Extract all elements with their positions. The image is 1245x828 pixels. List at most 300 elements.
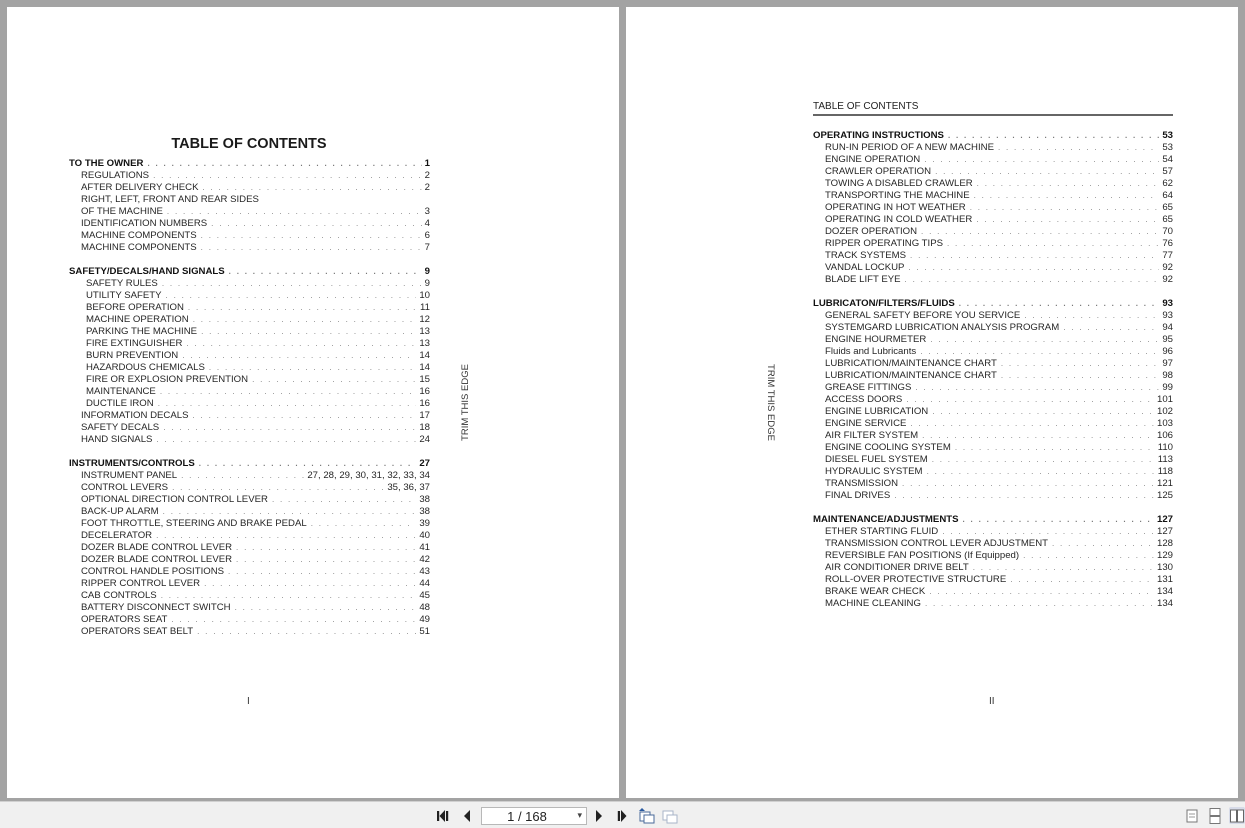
toc-entry-label: PARKING THE MACHINE <box>86 326 198 337</box>
toc-entry-label: BEFORE OPERATION <box>86 302 184 313</box>
toc-entry[interactable] <box>69 194 430 206</box>
dot-leader <box>158 398 417 410</box>
toc-entry-page: 125 <box>1156 490 1173 501</box>
toc-entry[interactable] <box>813 478 1173 490</box>
toc-entry[interactable] <box>813 370 1173 382</box>
toc-entry-page: 16 <box>419 386 430 397</box>
toc-entry[interactable] <box>813 214 1173 226</box>
continuous-view-icon <box>1209 808 1221 824</box>
toc-entry[interactable] <box>813 466 1173 478</box>
dot-leader <box>172 482 384 494</box>
toc-entry-page: 27 <box>419 458 430 469</box>
toc-entry-label: BATTERY DISCONNECT SWITCH <box>81 602 231 613</box>
toc-entry-page: 70 <box>1162 226 1173 237</box>
toc-entry-label: HYDRAULIC SYSTEM <box>825 466 923 477</box>
toc-entry[interactable] <box>813 262 1173 274</box>
toc-entry[interactable] <box>69 422 430 434</box>
toc-entry[interactable] <box>813 382 1173 394</box>
toc-entry-page: 54 <box>1162 154 1173 165</box>
toc-entry-label: REGULATIONS <box>81 170 150 181</box>
trim-edge-label: TRIM THIS EDGE <box>764 364 776 441</box>
toc-entry[interactable] <box>813 142 1173 154</box>
toc-entry-label: IDENTIFICATION NUMBERS <box>81 218 208 229</box>
toc-entry-page: 2 <box>424 182 430 193</box>
toc-entry-label: VANDAL LOCKUP <box>825 262 905 273</box>
toc-entry[interactable] <box>69 182 430 194</box>
toc-entry-page: 45 <box>419 590 430 601</box>
toc-entry-label: FIRE OR EXPLOSION PREVENTION <box>86 374 249 385</box>
dot-leader <box>193 314 417 326</box>
previous-page-button[interactable] <box>459 807 475 824</box>
dot-leader <box>182 350 416 362</box>
toc-entry[interactable] <box>69 410 430 422</box>
dot-leader <box>1052 538 1154 550</box>
toc-section-heading[interactable] <box>69 158 430 170</box>
toc-entry-label: MACHINE COMPONENTS <box>81 230 197 241</box>
toc-entry[interactable] <box>813 178 1173 190</box>
dot-leader <box>935 166 1159 178</box>
toc-entry-label: ACCESS DOORS <box>825 394 903 405</box>
toc-section <box>69 458 430 638</box>
toc-entry[interactable] <box>69 518 430 530</box>
toc-entry[interactable] <box>813 274 1173 286</box>
toc-entry-label: ENGINE LUBRICATION <box>825 406 929 417</box>
dot-leader <box>229 266 422 278</box>
toc-entry-page: 127 <box>1156 526 1173 537</box>
dot-leader <box>193 410 417 422</box>
toc-entry-label: ENGINE COOLING SYSTEM <box>825 442 951 453</box>
dot-leader <box>927 466 1155 478</box>
toc-entry-page: 118 <box>1157 466 1173 477</box>
toc-entry-label: TRANSMISSION <box>825 478 899 489</box>
first-page-button[interactable] <box>436 807 452 824</box>
dot-leader <box>1024 310 1159 322</box>
toc-entry[interactable] <box>69 590 430 602</box>
toc-section-heading[interactable] <box>813 130 1173 142</box>
dot-leader <box>236 542 416 554</box>
toc-entry[interactable] <box>813 154 1173 166</box>
toc-entry-page: 134 <box>1156 586 1173 597</box>
dot-leader <box>181 470 304 482</box>
toc-entry-page: 10 <box>419 290 430 301</box>
toc-entry-label: TRANSPORTING THE MACHINE <box>825 190 970 201</box>
toc-entry-page: 13 <box>419 326 430 337</box>
dot-leader <box>166 290 417 302</box>
toc-entry[interactable] <box>813 418 1173 430</box>
dot-leader <box>959 298 1160 310</box>
continuous-view-button[interactable] <box>1207 807 1223 824</box>
toc-entry-label: DIESEL FUEL SYSTEM <box>825 454 928 465</box>
previous-page-icon <box>463 810 471 822</box>
toc-entry-label: Fluids and Lubricants <box>825 346 917 357</box>
toc-entry-page: 129 <box>1156 550 1173 561</box>
toc-entry[interactable] <box>813 346 1173 358</box>
dot-leader <box>147 158 421 170</box>
dot-leader <box>974 190 1160 202</box>
toc-entry[interactable] <box>69 290 430 302</box>
toc-entry-page: 65 <box>1162 214 1173 225</box>
dot-leader <box>153 170 422 182</box>
page-number: II <box>989 696 995 707</box>
chevron-down-icon[interactable]: ▾ <box>577 810 582 820</box>
dot-leader <box>921 226 1159 238</box>
dot-leader <box>252 374 416 386</box>
last-page-icon <box>615 810 629 822</box>
toc-entry-page: 95 <box>1162 334 1173 345</box>
dot-leader <box>204 578 416 590</box>
toc-entry-label: FIRE EXTINGUISHER <box>86 338 183 349</box>
last-page-button[interactable] <box>614 807 630 824</box>
toc-entry-label: DECELERATOR <box>81 530 153 541</box>
toc-entry-page: 96 <box>1162 346 1173 357</box>
dot-leader <box>228 566 416 578</box>
toc-entry[interactable] <box>69 278 430 290</box>
toc-entry[interactable] <box>813 322 1173 334</box>
toc-entry-label: AIR FILTER SYSTEM <box>825 430 919 441</box>
toc-entry[interactable] <box>69 626 430 638</box>
dot-leader <box>932 406 1154 418</box>
toc-entry[interactable] <box>69 242 430 254</box>
toc-entry[interactable] <box>69 614 430 626</box>
toc-section <box>69 266 430 446</box>
single-page-view-icon <box>1186 809 1198 823</box>
toc-entry-page: 65 <box>1162 202 1173 213</box>
dot-leader <box>1001 370 1160 382</box>
dot-leader <box>948 130 1159 142</box>
dot-leader <box>963 514 1154 526</box>
toc-entry[interactable] <box>69 494 430 506</box>
toc-entry-label: AIR CONDITIONER DRIVE BELT <box>825 562 969 573</box>
toc-entry[interactable] <box>69 350 430 362</box>
toc-section-heading[interactable] <box>813 298 1173 310</box>
toc-entry-page: 17 <box>419 410 430 421</box>
toc-entry[interactable] <box>813 250 1173 262</box>
toc-entry-label: RIGHT, LEFT, FRONT AND REAR SIDES <box>81 194 259 205</box>
toc-entry[interactable] <box>69 170 430 182</box>
trim-edge-label: TRIM THIS EDGE <box>459 364 471 441</box>
running-head: TABLE OF CONTENTS <box>813 101 1173 116</box>
dot-leader <box>920 346 1159 358</box>
toc-list <box>69 158 430 650</box>
toc-entry[interactable] <box>69 470 430 482</box>
toc-entry-page: 2 <box>424 170 430 181</box>
toc-entry-page: 53 <box>1162 142 1173 153</box>
dot-leader <box>1010 574 1154 586</box>
toc-entry-page: 110 <box>1157 442 1173 453</box>
toc-entry-page: 97 <box>1162 358 1173 369</box>
dot-leader <box>973 562 1154 574</box>
dot-leader <box>905 274 1160 286</box>
dot-leader <box>906 394 1154 406</box>
toc-entry[interactable] <box>813 358 1173 370</box>
toc-entry[interactable] <box>813 526 1173 538</box>
toc-entry[interactable] <box>69 338 430 350</box>
toc-entry[interactable] <box>69 326 430 338</box>
toc-entry-page: 128 <box>1156 538 1173 549</box>
dot-leader <box>998 142 1159 154</box>
toc-entry[interactable] <box>813 574 1173 586</box>
toc-section-heading[interactable] <box>69 266 430 278</box>
toc-entry[interactable] <box>813 442 1173 454</box>
toc-entry[interactable] <box>69 602 430 614</box>
toc-entry-label: INSTRUMENTS/CONTROLS <box>69 458 195 469</box>
toc-entry-page: 94 <box>1162 322 1173 333</box>
toc-entry-page: 40 <box>419 530 430 541</box>
toc-entry-page: 15 <box>419 374 430 385</box>
toc-entry[interactable] <box>69 386 430 398</box>
dot-leader <box>311 518 417 530</box>
toc-entry-label: FOOT THROTTLE, STEERING AND BRAKE PEDAL <box>81 518 307 529</box>
toc-entry-label: FINAL DRIVES <box>825 490 891 501</box>
dot-leader <box>235 602 417 614</box>
toc-entry[interactable] <box>813 202 1173 214</box>
dot-leader <box>924 154 1159 166</box>
dot-leader <box>977 178 1160 190</box>
dot-leader <box>910 250 1159 262</box>
toc-entry-label: ENGINE HOURMETER <box>825 334 927 345</box>
toc-entry[interactable] <box>69 218 430 230</box>
toc-entry-page: 12 <box>419 314 430 325</box>
toc-entry-page: 64 <box>1162 190 1173 201</box>
toc-entry-label: ENGINE SERVICE <box>825 418 907 429</box>
dot-leader <box>272 494 416 506</box>
toc-entry-page: 4 <box>424 218 430 229</box>
toc-entry[interactable] <box>813 550 1173 562</box>
toc-entry[interactable] <box>69 206 430 218</box>
toc-entry-page: 48 <box>419 602 430 613</box>
toc-entry-label: OPERATING IN HOT WEATHER <box>825 202 966 213</box>
dot-leader <box>976 214 1159 226</box>
toc-entry[interactable] <box>813 538 1173 550</box>
dot-leader <box>915 382 1159 394</box>
toc-entry-label: SAFETY RULES <box>86 278 158 289</box>
toc-entry-page: 11 <box>420 302 430 313</box>
toc-entry-page: 38 <box>419 494 430 505</box>
toc-entry[interactable] <box>69 554 430 566</box>
dot-leader <box>910 418 1154 430</box>
toc-entry[interactable] <box>69 482 430 494</box>
toc-entry-label: HAND SIGNALS <box>81 434 153 445</box>
toc-entry[interactable] <box>813 166 1173 178</box>
first-page-icon <box>437 810 451 822</box>
toc-entry-page: 14 <box>419 350 430 361</box>
toc-entry[interactable] <box>813 190 1173 202</box>
toc-entry-page: 14 <box>419 362 430 373</box>
page-number-input[interactable] <box>481 807 587 825</box>
toc-entry[interactable] <box>813 334 1173 346</box>
toc-entry[interactable] <box>813 238 1173 250</box>
dot-leader <box>161 590 417 602</box>
dot-leader <box>171 614 416 626</box>
toc-entry-label: DOZER BLADE CONTROL LEVER <box>81 554 233 565</box>
dot-leader <box>163 506 417 518</box>
toc-entry[interactable] <box>69 530 430 542</box>
next-page-button[interactable] <box>591 807 607 824</box>
fit-page-button[interactable] <box>639 807 655 824</box>
toc-entry-page: 106 <box>1156 430 1173 441</box>
toc-entry-label: MACHINE CLEANING <box>825 598 921 609</box>
toc-entry-page: 53 <box>1162 130 1173 141</box>
dot-leader <box>942 526 1154 538</box>
dot-leader <box>1063 322 1159 334</box>
toc-entry-page: 93 <box>1162 310 1173 321</box>
dot-leader <box>947 238 1159 250</box>
page-left <box>7 7 619 798</box>
toc-entry-page: 44 <box>419 578 430 589</box>
facing-pages-view-button[interactable] <box>1229 807 1245 824</box>
toc-entry[interactable] <box>813 490 1173 502</box>
toc-entry-page: 113 <box>1157 454 1173 465</box>
toc-entry-label: BRAKE WEAR CHECK <box>825 586 926 597</box>
toc-entry-page: 24 <box>419 434 430 445</box>
single-page-view-button[interactable] <box>1184 807 1200 824</box>
toc-entry-label: OPERATING IN COLD WEATHER <box>825 214 973 225</box>
toc-entry-label: GREASE FITTINGS <box>825 382 912 393</box>
toc-entry[interactable] <box>69 434 430 446</box>
dot-leader <box>202 182 421 194</box>
toc-entry-page: 98 <box>1162 370 1173 381</box>
toc-entry-label: DOZER BLADE CONTROL LEVER <box>81 542 233 553</box>
toc-entry-page: 13 <box>419 338 430 349</box>
dot-leader <box>201 230 422 242</box>
toc-section <box>69 158 430 254</box>
toc-entry-label: MACHINE OPERATION <box>86 314 189 325</box>
page-right <box>626 7 1238 798</box>
toc-entry-page: 102 <box>1156 406 1173 417</box>
dot-leader <box>236 554 416 566</box>
toc-entry[interactable] <box>813 586 1173 598</box>
toc-entry-label: TO THE OWNER <box>69 158 144 169</box>
toc-entry-page: 92 <box>1162 274 1173 285</box>
toc-entry-label: TOWING A DISABLED CRAWLER <box>825 178 973 189</box>
toc-entry-page: 49 <box>419 614 430 625</box>
dot-leader <box>925 598 1154 610</box>
toc-entry[interactable] <box>813 310 1173 322</box>
toc-entry-label: TRACK SYSTEMS <box>825 250 907 261</box>
dot-leader <box>1023 550 1154 562</box>
toc-entry-label: INFORMATION DECALS <box>81 410 189 421</box>
toc-section <box>813 298 1173 502</box>
toc-entry-label: LUBRICATON/FILTERS/FLUIDS <box>813 298 955 309</box>
toc-entry-page: 41 <box>419 542 430 553</box>
toc-entry-label: BURN PREVENTION <box>86 350 179 361</box>
toc-entry-page: 18 <box>419 422 430 433</box>
toc-entry-page: 9 <box>424 278 430 289</box>
dot-leader <box>156 434 416 446</box>
toc-entry[interactable] <box>813 598 1173 610</box>
toc-title: TABLE OF CONTENTS <box>171 136 327 152</box>
dot-leader <box>162 278 422 290</box>
toc-entry-label: MACHINE COMPONENTS <box>81 242 197 253</box>
toc-entry[interactable] <box>69 542 430 554</box>
toc-entry[interactable] <box>69 302 430 314</box>
dot-leader <box>929 586 1154 598</box>
toc-entry[interactable] <box>813 430 1173 442</box>
dot-leader <box>902 478 1154 490</box>
toc-entry[interactable] <box>69 398 430 410</box>
toc-entry[interactable] <box>813 406 1173 418</box>
toc-entry-page: 92 <box>1162 262 1173 273</box>
fit-width-button[interactable] <box>662 807 678 824</box>
toc-section <box>813 130 1173 286</box>
toc-section-heading[interactable] <box>813 514 1173 526</box>
toc-entry-page: 93 <box>1162 298 1173 309</box>
toc-entry[interactable] <box>813 394 1173 406</box>
toc-entry-label: MAINTENANCE <box>86 386 156 397</box>
fit-page-icon <box>639 808 655 824</box>
dot-leader <box>188 302 417 314</box>
toc-entry-label: RUN-IN PERIOD OF A NEW MACHINE <box>825 142 994 153</box>
toc-entry-label: ROLL-OVER PROTECTIVE STRUCTURE <box>825 574 1007 585</box>
toc-entry[interactable] <box>813 562 1173 574</box>
toc-entry-label: BACK-UP ALARM <box>81 506 159 517</box>
toc-entry-label: OF THE MACHINE <box>81 206 163 217</box>
toc-entry[interactable] <box>69 362 430 374</box>
toc-entry[interactable] <box>813 454 1173 466</box>
toc-entry-label: OPERATORS SEAT <box>81 614 168 625</box>
toc-entry-label: SAFETY/DECALS/HAND SIGNALS <box>69 266 225 277</box>
toc-entry-label: ETHER STARTING FLUID <box>825 526 939 537</box>
dot-leader <box>955 442 1155 454</box>
dot-leader <box>209 362 416 374</box>
toc-entry-page: 7 <box>424 242 430 253</box>
next-page-icon <box>595 810 603 822</box>
toc-entry-label: ENGINE OPERATION <box>825 154 921 165</box>
toc-entry-label: CAB CONTROLS <box>81 590 157 601</box>
dot-leader <box>186 338 416 350</box>
dot-leader <box>163 422 416 434</box>
toc-entry-label: DUCTILE IRON <box>86 398 154 409</box>
toc-entry-label: CRAWLER OPERATION <box>825 166 932 177</box>
toc-entry[interactable] <box>813 226 1173 238</box>
toc-section-heading[interactable] <box>69 458 430 470</box>
dot-leader <box>201 326 416 338</box>
toc-entry-page: 9 <box>424 266 430 277</box>
toc-entry-label: TRANSMISSION CONTROL LEVER ADJUSTMENT <box>825 538 1048 549</box>
toc-entry-label: BLADE LIFT EYE <box>825 274 901 285</box>
toc-entry-label: DOZER OPERATION <box>825 226 918 237</box>
toc-entry-label: HAZARDOUS CHEMICALS <box>86 362 205 373</box>
toc-entry-label: OPERATORS SEAT BELT <box>81 626 194 637</box>
toc-entry-page: 62 <box>1162 178 1173 189</box>
dot-leader <box>160 386 417 398</box>
toc-entry[interactable] <box>69 314 430 326</box>
toc-entry-page: 134 <box>1156 598 1173 609</box>
dot-leader <box>156 530 416 542</box>
toc-entry-label: OPERATING INSTRUCTIONS <box>813 130 944 141</box>
toc-entry-page: 121 <box>1156 478 1173 489</box>
toc-entry-label: SAFETY DECALS <box>81 422 160 433</box>
dot-leader <box>197 626 416 638</box>
dot-leader <box>167 206 422 218</box>
toc-entry-page: 127 <box>1156 514 1173 525</box>
toc-entry[interactable] <box>69 374 430 386</box>
toc-entry-page: 103 <box>1156 418 1173 429</box>
dot-leader <box>894 490 1154 502</box>
toc-entry-page: 101 <box>1156 394 1173 405</box>
toc-entry[interactable] <box>69 566 430 578</box>
toc-entry-label: CONTROL LEVERS <box>81 482 169 493</box>
toc-entry-page: 76 <box>1162 238 1173 249</box>
toc-entry-page: 27, 28, 29, 30, 31, 32, 33, 34 <box>307 470 430 481</box>
toc-entry[interactable] <box>69 230 430 242</box>
toc-entry[interactable] <box>69 578 430 590</box>
toc-entry-label: INSTRUMENT PANEL <box>81 470 178 481</box>
toc-entry-label: AFTER DELIVERY CHECK <box>81 182 199 193</box>
toc-entry[interactable] <box>69 506 430 518</box>
toc-entry-page: 16 <box>419 398 430 409</box>
toc-entry-label: OPTIONAL DIRECTION CONTROL LEVER <box>81 494 268 505</box>
